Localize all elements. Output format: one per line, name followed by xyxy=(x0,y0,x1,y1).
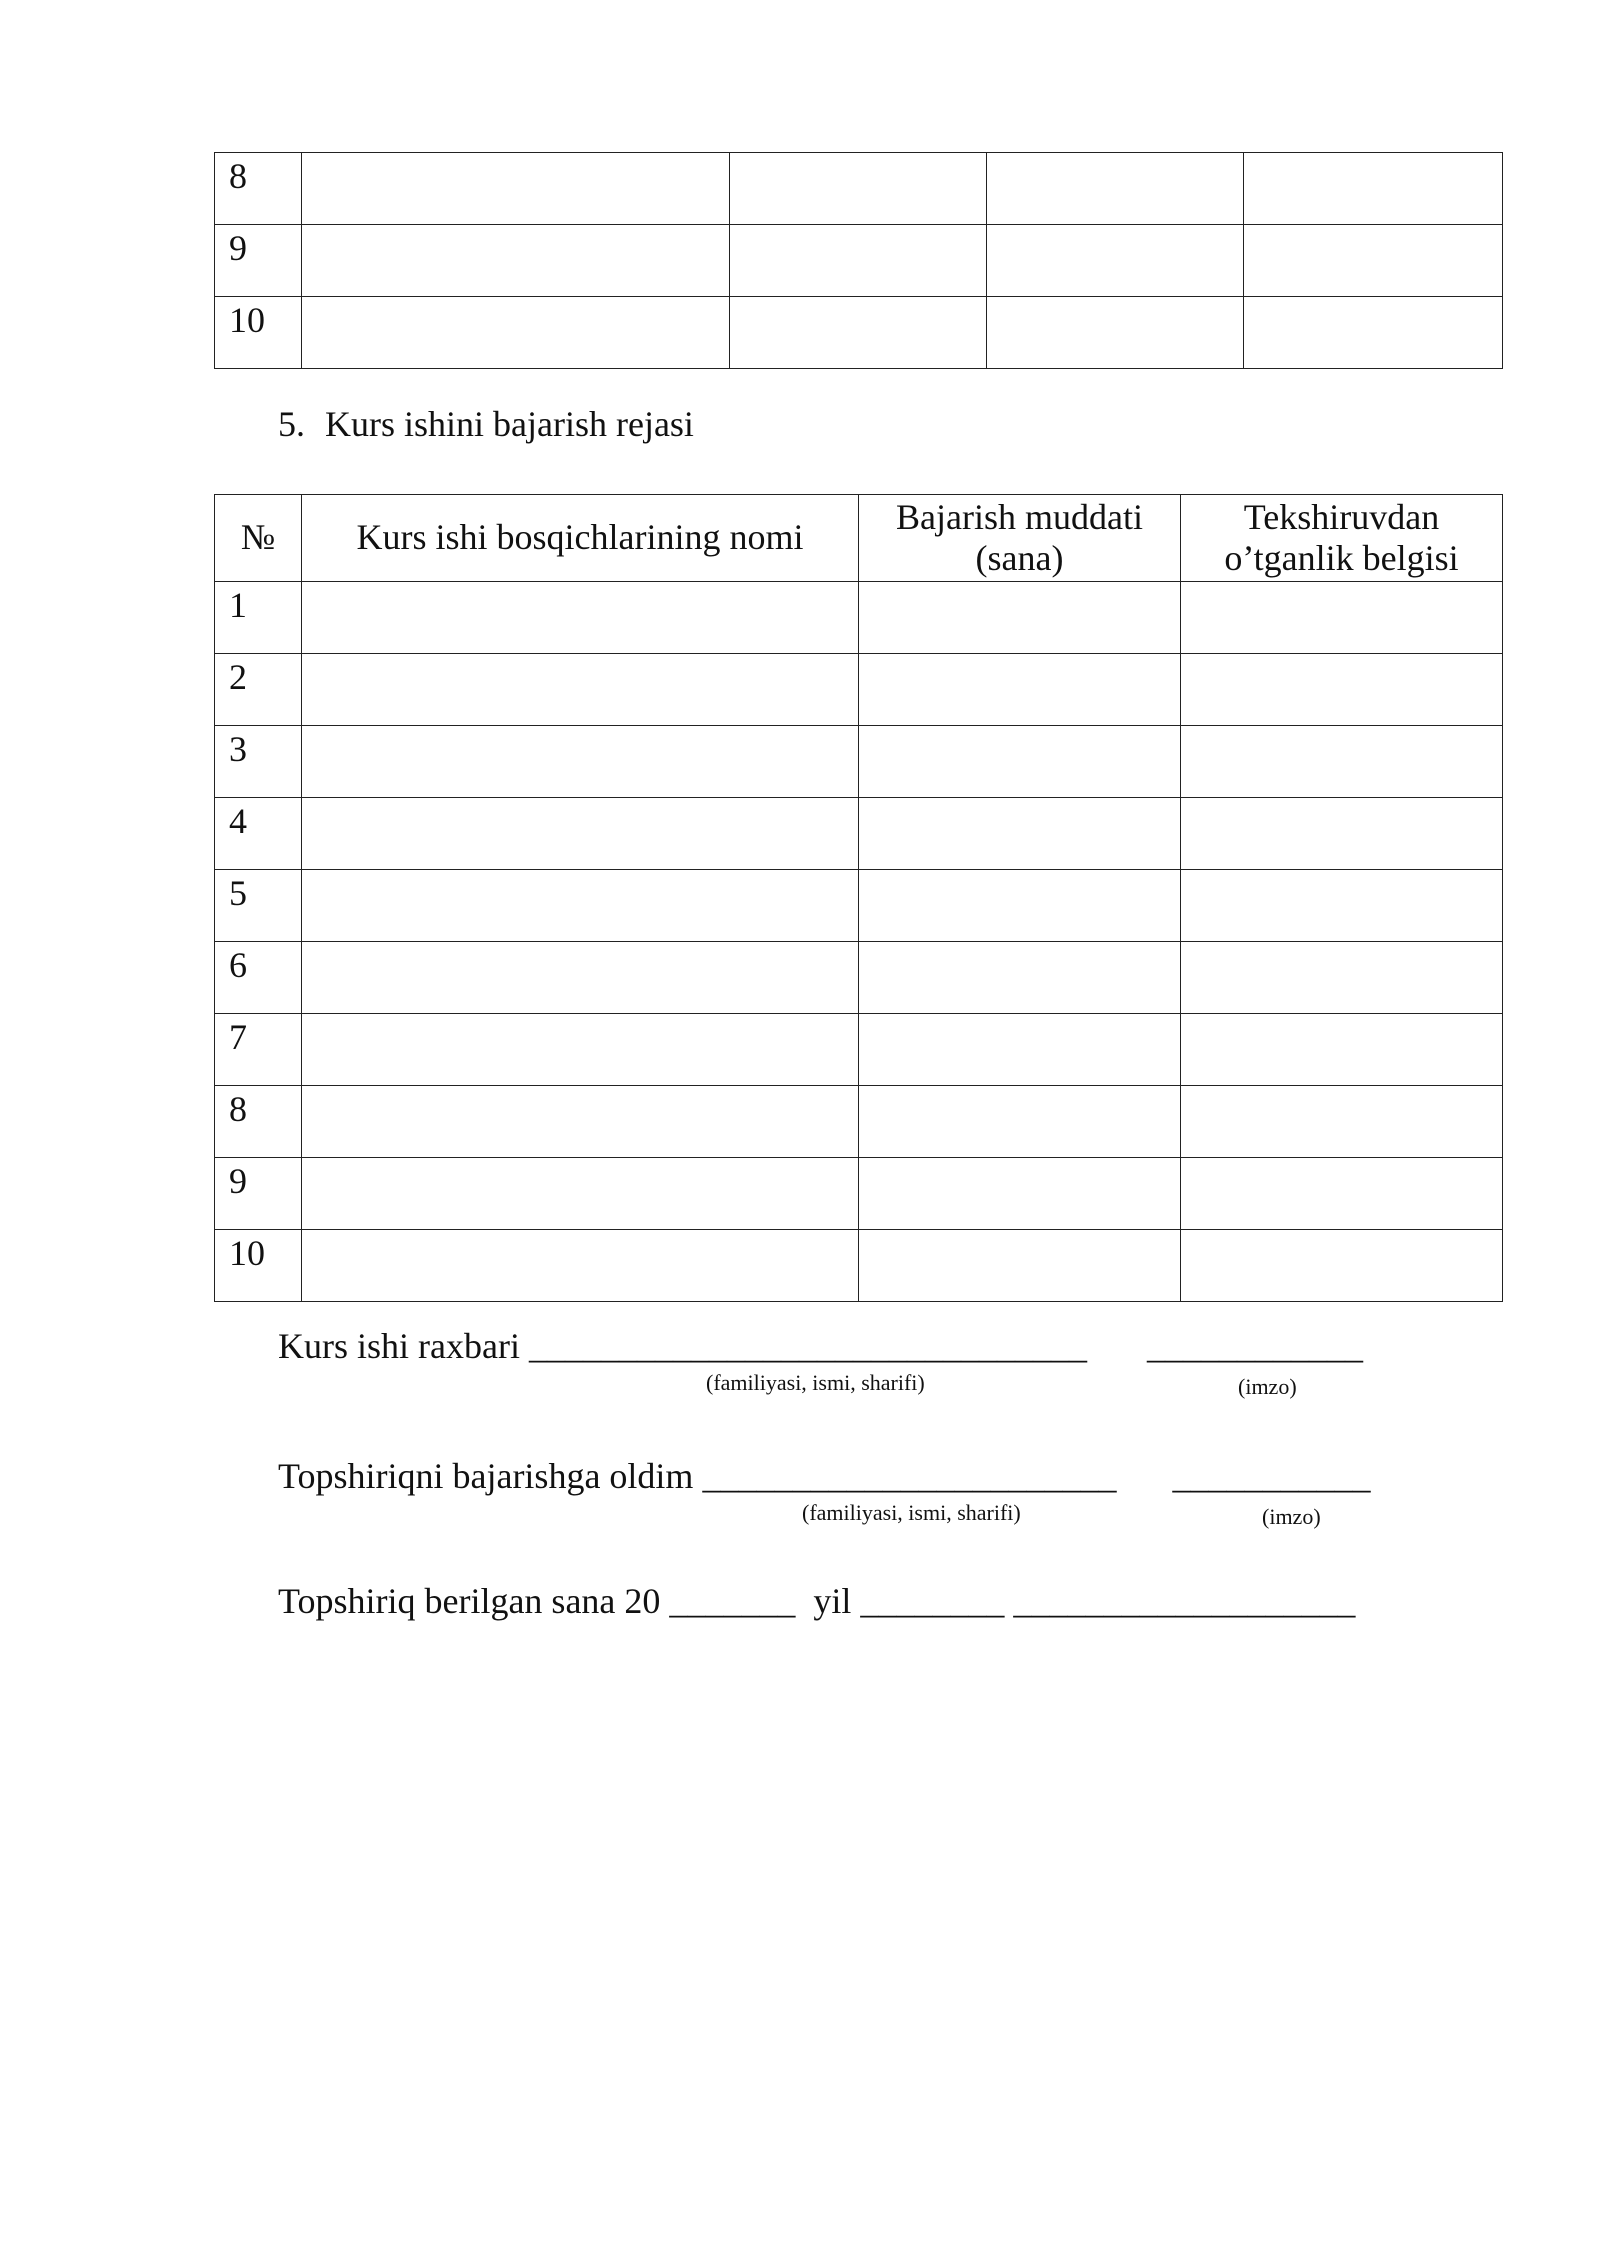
table-row xyxy=(215,1086,1503,1158)
stage-name-cell[interactable] xyxy=(302,1014,859,1086)
row-number: 4 xyxy=(215,798,302,870)
student-label: Topshiriqni bajarishga oldim xyxy=(278,1456,703,1496)
empty-cell[interactable] xyxy=(302,297,730,369)
header-deadline-line2: (sana) xyxy=(975,538,1064,578)
empty-cell[interactable] xyxy=(987,225,1244,297)
row-number: 10 xyxy=(215,297,302,369)
table-row xyxy=(215,726,1503,798)
deadline-cell[interactable] xyxy=(859,1230,1181,1302)
header-deadline xyxy=(859,495,1181,582)
row-number: 5 xyxy=(215,870,302,942)
deadline-cell[interactable] xyxy=(859,870,1181,942)
check-mark-cell[interactable] xyxy=(1181,1014,1503,1086)
check-mark-cell[interactable] xyxy=(1181,798,1503,870)
empty-cell[interactable] xyxy=(730,153,987,225)
check-mark-cell[interactable] xyxy=(1181,654,1503,726)
supervisor-sign-blank[interactable]: ____________ xyxy=(1146,1326,1363,1366)
row-number: 8 xyxy=(215,1086,302,1158)
empty-cell[interactable] xyxy=(302,153,730,225)
empty-cell[interactable] xyxy=(302,225,730,297)
table-row xyxy=(215,1230,1503,1302)
header-stage-name: Kurs ishi bosqichlarining nomi xyxy=(302,495,859,582)
table-row xyxy=(215,798,1503,870)
plan-table-header xyxy=(215,495,1503,582)
stage-name-cell[interactable] xyxy=(302,654,859,726)
row-number: 2 xyxy=(215,654,302,726)
table-row xyxy=(215,654,1503,726)
check-mark-cell[interactable] xyxy=(1181,726,1503,798)
deadline-cell[interactable] xyxy=(859,1158,1181,1230)
table-row xyxy=(215,1158,1503,1230)
supervisor-name-blank[interactable]: _______________________________ xyxy=(528,1326,1087,1366)
table-row xyxy=(215,297,1503,369)
header-check-mark xyxy=(1181,495,1503,582)
empty-cell[interactable] xyxy=(730,297,987,369)
row-number: 6 xyxy=(215,942,302,1014)
deadline-cell[interactable] xyxy=(859,582,1181,654)
section-number: 5. xyxy=(278,404,305,444)
table-row xyxy=(215,225,1503,297)
table-row xyxy=(215,870,1503,942)
stage-name-cell[interactable] xyxy=(302,1230,859,1302)
check-mark-cell[interactable] xyxy=(1181,1230,1503,1302)
header-number: № xyxy=(215,495,302,582)
supervisor-label: Kurs ishi raxbari xyxy=(278,1326,529,1366)
row-number: 9 xyxy=(215,225,302,297)
plan-table-body xyxy=(215,582,1503,1302)
empty-cell[interactable] xyxy=(987,297,1244,369)
deadline-cell[interactable] xyxy=(859,798,1181,870)
table-row xyxy=(215,1014,1503,1086)
stage-name-cell[interactable] xyxy=(302,726,859,798)
check-mark-cell[interactable] xyxy=(1181,1158,1503,1230)
table-row xyxy=(215,942,1503,1014)
stage-name-cell[interactable] xyxy=(302,798,859,870)
plan-table xyxy=(214,494,1503,1302)
table-row xyxy=(215,582,1503,654)
check-mark-cell[interactable] xyxy=(1181,870,1503,942)
empty-cell[interactable] xyxy=(730,225,987,297)
stage-name-cell[interactable] xyxy=(302,870,859,942)
student-sign-blank[interactable]: ___________ xyxy=(1172,1456,1371,1496)
empty-cell[interactable] xyxy=(1244,297,1503,369)
student-name-caption: (familiyasi, ismi, sharifi) xyxy=(802,1500,1021,1525)
check-mark-cell[interactable] xyxy=(1181,1086,1503,1158)
header-check-line2: o’tganlik belgisi xyxy=(1224,538,1459,578)
check-mark-cell[interactable] xyxy=(1181,942,1503,1014)
header-check-line1: Tekshiruvdan xyxy=(1243,496,1440,537)
deadline-cell[interactable] xyxy=(859,1086,1181,1158)
row-number: 3 xyxy=(215,726,302,798)
row-number: 10 xyxy=(215,1230,302,1302)
deadline-cell[interactable] xyxy=(859,1014,1181,1086)
deadline-cell[interactable] xyxy=(859,726,1181,798)
supervisor-signature-line xyxy=(278,1325,1363,1367)
student-name-blank[interactable]: _______________________ xyxy=(702,1456,1117,1496)
empty-cell[interactable] xyxy=(1244,225,1503,297)
section-heading xyxy=(278,403,694,445)
stage-name-cell[interactable] xyxy=(302,942,859,1014)
section-title: Kurs ishini bajarish rejasi xyxy=(325,404,694,444)
check-mark-cell[interactable] xyxy=(1181,582,1503,654)
row-number: 7 xyxy=(215,1014,302,1086)
stage-name-cell[interactable] xyxy=(302,1086,859,1158)
deadline-cell[interactable] xyxy=(859,942,1181,1014)
previous-table-body xyxy=(215,153,1503,369)
stage-name-cell[interactable] xyxy=(302,1158,859,1230)
deadline-cell[interactable] xyxy=(859,654,1181,726)
supervisor-sign-caption: (imzo) xyxy=(1238,1374,1297,1399)
supervisor-name-caption: (familiyasi, ismi, sharifi) xyxy=(706,1370,925,1395)
student-sign-caption: (imzo) xyxy=(1262,1504,1321,1529)
table-row xyxy=(215,153,1503,225)
assignment-date-line[interactable]: Topshiriq berilgan sana 20 _______ yil ________ ___________________ xyxy=(278,1581,1356,1621)
student-signature-line xyxy=(278,1455,1370,1497)
stage-name-cell[interactable] xyxy=(302,582,859,654)
row-number: 1 xyxy=(215,582,302,654)
row-number: 9 xyxy=(215,1158,302,1230)
header-deadline-line1: Bajarish muddati xyxy=(896,496,1143,537)
row-number: 8 xyxy=(215,153,302,225)
empty-cell[interactable] xyxy=(987,153,1244,225)
previous-table xyxy=(214,152,1503,369)
empty-cell[interactable] xyxy=(1244,153,1503,225)
